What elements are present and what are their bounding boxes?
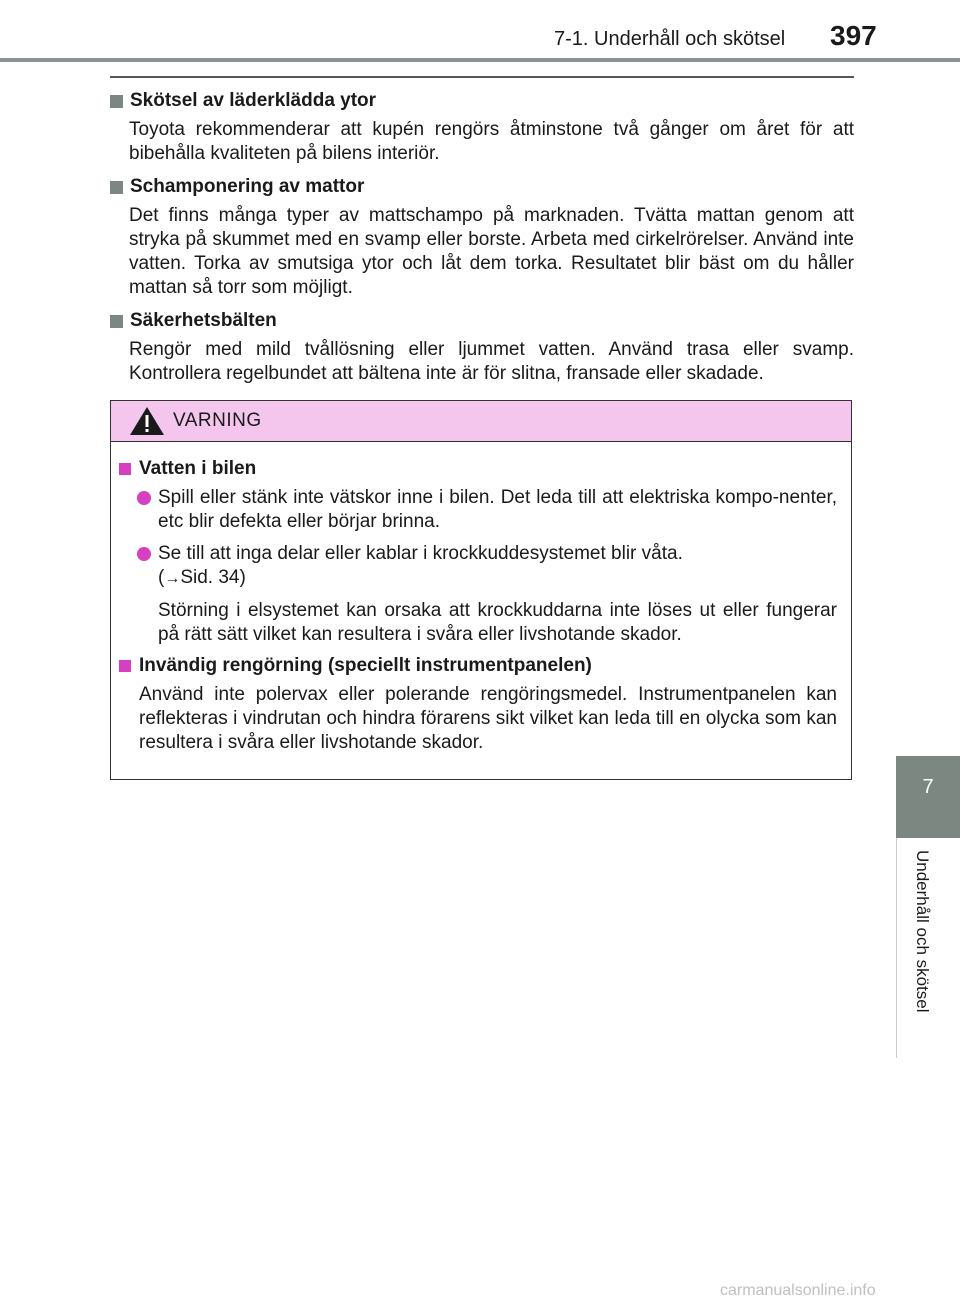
warning-body: Använd inte polervax eller polerande rengöringsmedel. Instrumentpanelen kan reflekteras i vindrutan och hindra förarens sikt vilket kan leda till en olycka som kan resultera i svåra eller livshotande skador.	[139, 684, 837, 753]
warning-bullet-text: Spill eller stänk inte vätskor inne i bilen. Det leda till att elektriska kompo-nenter, etc blir defekta eller börjar brinna.	[158, 487, 837, 532]
section-body: Toyota rekommenderar att kupén rengörs åtminstone två gånger om året för att bibehålla kvaliteten på bilens interiör.	[129, 119, 854, 164]
warning-content	[111, 442, 851, 755]
warning-header	[111, 401, 851, 442]
page-number: 397	[830, 20, 877, 51]
section-heading	[110, 310, 854, 332]
square-bullet-icon	[110, 181, 123, 194]
square-bullet-icon	[119, 660, 131, 672]
warning-section-heading-text: Vatten i bilen	[139, 458, 257, 479]
warning-continuation: Störning i elsystemet kan orsaka att krockkuddarna inte löses ut eller fungerar på rätt sätt vilket kan resultera i svåra eller livshotande skador.	[158, 600, 837, 645]
section-seatbelts	[110, 310, 854, 386]
chapter-tab-number: 7	[922, 776, 934, 798]
circle-bullet-icon	[137, 491, 151, 505]
warning-label: VARNING	[173, 410, 262, 431]
circle-bullet-icon	[137, 547, 151, 561]
chapter-title: 7-1. Underhåll och skötsel	[554, 28, 786, 50]
warning-triangle-icon	[129, 406, 165, 436]
page-header	[0, 0, 960, 58]
section-heading	[110, 176, 854, 198]
section-carpet	[110, 176, 854, 300]
warning-bullet-text-main: Se till att inga delar eller kablar i krockkuddesystemet blir våta.	[158, 543, 683, 564]
square-bullet-icon	[110, 315, 123, 328]
warning-section-heading-text: Invändig rengörning (speciellt instrumentpanelen)	[139, 655, 592, 676]
warning-section-heading	[119, 655, 837, 677]
section-heading-text: Skötsel av läderklädda ytor	[130, 90, 377, 111]
square-bullet-icon	[119, 463, 131, 475]
main-content	[110, 90, 854, 396]
chapter-tab-label: Underhåll och skötsel	[913, 850, 932, 1013]
section-body: Rengör med mild tvållösning eller ljummet vatten. Använd trasa eller svamp. Kontrollera regelbundet att bältena inte är för slitna, fransade eller skadade.	[129, 339, 854, 384]
square-bullet-icon	[110, 95, 123, 108]
section-body: Det finns många typer av mattschampo på marknaden. Tvätta mattan genom att stryka på skummet med en svamp eller borste. Arbeta med cirkelrörelser. Använd inte vatten. Torka av smutsiga ytor och låt dem torka. Resultatet blir bäst om du håller mattan så torr som möjligt.	[129, 205, 854, 298]
watermark: carmanualsonline.info	[720, 1282, 876, 1299]
warning-box	[110, 400, 852, 780]
section-heading	[110, 90, 854, 112]
page-reference-link[interactable]: Sid. 34	[180, 567, 240, 588]
warning-section-heading	[119, 458, 837, 480]
content-top-rule	[110, 76, 854, 78]
section-leather	[110, 90, 854, 166]
warning-bullet-text: Se till att inga delar eller kablar i krockkuddesystemet blir våta. (→Sid. 34)	[158, 543, 683, 588]
arrow-right-icon: →	[164, 570, 181, 587]
warning-bullet	[119, 486, 837, 534]
header-divider	[0, 58, 960, 62]
section-heading-text: Schamponering av mattor	[130, 176, 365, 197]
section-heading-text: Säkerhetsbälten	[130, 310, 277, 331]
warning-bullet	[119, 542, 837, 591]
